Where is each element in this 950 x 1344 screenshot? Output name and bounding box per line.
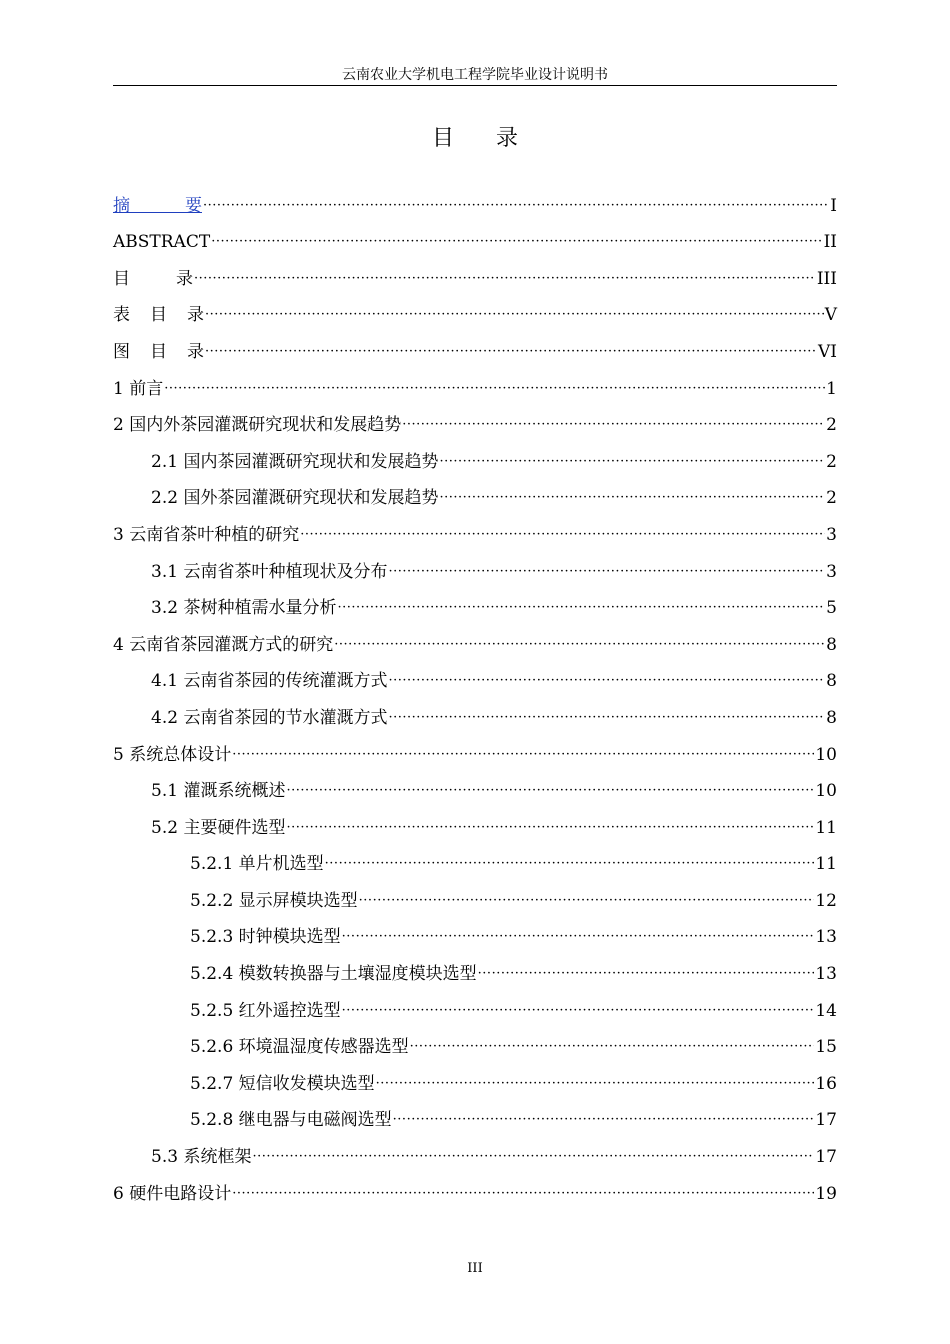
toc-entry-abstract-en[interactable] <box>113 217 837 254</box>
toc-page-number: 11 <box>815 817 837 838</box>
toc-page-number: 8 <box>826 671 837 692</box>
toc-entry-contents[interactable] <box>113 253 837 290</box>
toc-page-number: 10 <box>815 781 837 802</box>
title-char-2: 录 <box>496 126 519 151</box>
toc-entry-title <box>113 341 204 363</box>
toc-leader-dots <box>439 487 825 509</box>
toc-page-number: 17 <box>815 1110 837 1131</box>
toc-entry-title: 3.2 茶树种植需水量分析 <box>151 598 337 619</box>
toc-entry-title: 2.1 国内茶园灌溉研究现状和发展趋势 <box>151 451 439 472</box>
toc-page-number: II <box>823 232 837 253</box>
toc-leader-dots <box>376 1073 815 1095</box>
toc-leader-dots <box>388 707 825 729</box>
toc-entry-title: ABSTRACT <box>113 232 211 253</box>
toc-entry-title[interactable] <box>113 195 202 217</box>
toc-page-number: III <box>816 268 837 289</box>
toc-entry-title: 5.1 灌溉系统概述 <box>151 781 286 802</box>
toc-page-number: 19 <box>815 1183 837 1204</box>
toc-entry-title-char: 要 <box>185 195 202 216</box>
toc-page-number: 1 <box>826 378 837 399</box>
toc-leader-dots <box>388 670 825 692</box>
toc-leader-dots <box>205 341 817 363</box>
toc-entry[interactable] <box>113 839 837 876</box>
toc-entry[interactable] <box>113 766 837 803</box>
toc-entry-table-list[interactable] <box>113 290 837 327</box>
toc-leader-dots <box>286 780 814 802</box>
toc-entry-figure-list[interactable] <box>113 326 837 363</box>
toc-entry-title-char: 表 <box>113 305 150 326</box>
toc-leader-dots <box>393 1109 815 1131</box>
toc-page-number: 2 <box>826 488 837 509</box>
toc-entry-title-char: 录 <box>176 268 193 289</box>
toc-page-number: 8 <box>826 707 837 728</box>
toc-page-number: 15 <box>815 1037 837 1058</box>
toc-page-number: 10 <box>815 744 837 765</box>
toc-page-number: 5 <box>826 598 837 619</box>
toc-entry[interactable] <box>113 1058 837 1095</box>
toc-entry[interactable] <box>113 692 837 729</box>
toc-page-number: 2 <box>826 451 837 472</box>
toc-page-number: 11 <box>815 854 837 875</box>
toc-page-number: 14 <box>815 1000 837 1021</box>
toc-page-number: 2 <box>826 415 837 436</box>
toc-entry-title-char: 图 <box>113 341 150 362</box>
toc-entry-title-char: 录 <box>187 341 204 362</box>
toc-leader-dots <box>300 524 825 546</box>
toc-leader-dots <box>232 744 814 766</box>
toc-entry-title: 1 前言 <box>113 378 164 399</box>
toc-leader-dots <box>439 451 825 473</box>
toc-page-number: 12 <box>815 890 837 911</box>
toc-entry-title: 5.2.1 单片机选型 <box>190 854 324 875</box>
toc-entry-title: 5.2.8 继电器与电磁阀选型 <box>190 1110 392 1131</box>
toc-leader-dots <box>205 304 824 326</box>
toc-entry-title: 3 云南省茶叶种植的研究 <box>113 524 300 545</box>
toc-entry[interactable] <box>113 400 837 437</box>
toc-entry[interactable] <box>113 473 837 510</box>
page-title <box>113 124 837 154</box>
toc-entry[interactable] <box>113 1095 837 1132</box>
toc-entry[interactable] <box>113 948 837 985</box>
toc-entry-title: 4.2 云南省茶园的节水灌溉方式 <box>151 707 388 728</box>
toc-leader-dots <box>164 378 825 400</box>
toc-entry-title-char: 目 <box>150 305 187 326</box>
toc-entry[interactable] <box>113 802 837 839</box>
toc-page-number: 13 <box>815 964 837 985</box>
toc-entry[interactable] <box>113 1131 837 1168</box>
toc-entry-abstract-cn[interactable] <box>113 180 837 217</box>
toc-entry-title: 2.2 国外茶园灌溉研究现状和发展趋势 <box>151 488 439 509</box>
toc-leader-dots <box>211 231 822 253</box>
toc-entry-title: 5.2.7 短信收发模块选型 <box>190 1073 375 1094</box>
toc-leader-dots <box>342 1000 815 1022</box>
running-header: 云南农业大学机电工程学院毕业设计说明书 <box>342 67 608 83</box>
toc-entry-title: 6 硬件电路设计 <box>113 1183 232 1204</box>
toc-page-number: 8 <box>826 634 837 655</box>
toc-entry[interactable] <box>113 509 837 546</box>
toc-entry-title: 5.2.3 时钟模块选型 <box>190 927 341 948</box>
toc-entry[interactable] <box>113 729 837 766</box>
toc-leader-dots <box>203 195 829 217</box>
toc-entry-title: 3.1 云南省茶叶种植现状及分布 <box>151 561 388 582</box>
toc-entry-title-char: 摘 <box>113 195 185 216</box>
toc-page-number: 13 <box>815 927 837 948</box>
toc-page-number: 17 <box>815 1147 837 1168</box>
toc-entry-title: 4.1 云南省茶园的传统灌溉方式 <box>151 671 388 692</box>
toc-leader-dots <box>286 817 814 839</box>
toc-entry[interactable] <box>113 1022 837 1059</box>
toc-entry-title: 5.2.6 环境温湿度传感器选型 <box>190 1037 409 1058</box>
toc-page-number: I <box>830 195 837 216</box>
toc-entry-title-char: 目 <box>150 341 187 362</box>
toc-entry-title <box>113 268 193 290</box>
toc-entry-title: 2 国内外茶园灌溉研究现状和发展趋势 <box>113 415 402 436</box>
toc-entry[interactable] <box>113 875 837 912</box>
toc-entry-title-char: 目 <box>113 268 176 289</box>
toc-entry-title <box>113 304 204 326</box>
toc-entry-title: 5.3 系统框架 <box>151 1147 252 1168</box>
toc-entry-title: 5.2.2 显示屏模块选型 <box>190 890 358 911</box>
toc-leader-dots <box>342 926 815 948</box>
toc-leader-dots <box>402 414 825 436</box>
toc-page-number: 3 <box>826 524 837 545</box>
toc-entry-title: 5 系统总体设计 <box>113 744 232 765</box>
toc-entry[interactable] <box>113 583 837 620</box>
page-number-footer: III <box>467 1261 483 1276</box>
toc-leader-dots <box>232 1183 814 1205</box>
title-char-1: 目 <box>431 126 454 151</box>
toc-leader-dots <box>359 890 815 912</box>
toc-entry-title: 5.2.5 红外遥控选型 <box>190 1000 341 1021</box>
toc-entry[interactable] <box>113 912 837 949</box>
toc-page-number: 3 <box>826 561 837 582</box>
toc-entry[interactable] <box>113 363 837 400</box>
toc-page-number: VI <box>818 341 837 362</box>
toc-entry[interactable] <box>113 656 837 693</box>
table-of-contents <box>113 180 837 1205</box>
toc-entry-title: 5.2.4 模数转换器与土壤湿度模块选型 <box>190 964 477 985</box>
toc-entry[interactable] <box>113 436 837 473</box>
toc-entry[interactable] <box>113 1168 837 1205</box>
toc-leader-dots <box>334 634 825 656</box>
toc-entry-title-char: 录 <box>187 305 204 326</box>
toc-leader-dots <box>252 1146 814 1168</box>
toc-entry-title: 4 云南省茶园灌溉方式的研究 <box>113 634 334 655</box>
toc-entry[interactable] <box>113 985 837 1022</box>
toc-leader-dots <box>478 963 815 985</box>
toc-leader-dots <box>194 268 816 290</box>
toc-entry[interactable] <box>113 619 837 656</box>
header-rule <box>113 85 837 86</box>
toc-leader-dots <box>337 597 825 619</box>
toc-page-number: V <box>824 305 837 326</box>
toc-leader-dots <box>325 853 815 875</box>
toc-entry[interactable] <box>113 546 837 583</box>
toc-leader-dots <box>410 1036 815 1058</box>
toc-leader-dots <box>388 561 825 583</box>
toc-page-number: 16 <box>815 1073 837 1094</box>
toc-entry-title: 5.2 主要硬件选型 <box>151 817 286 838</box>
